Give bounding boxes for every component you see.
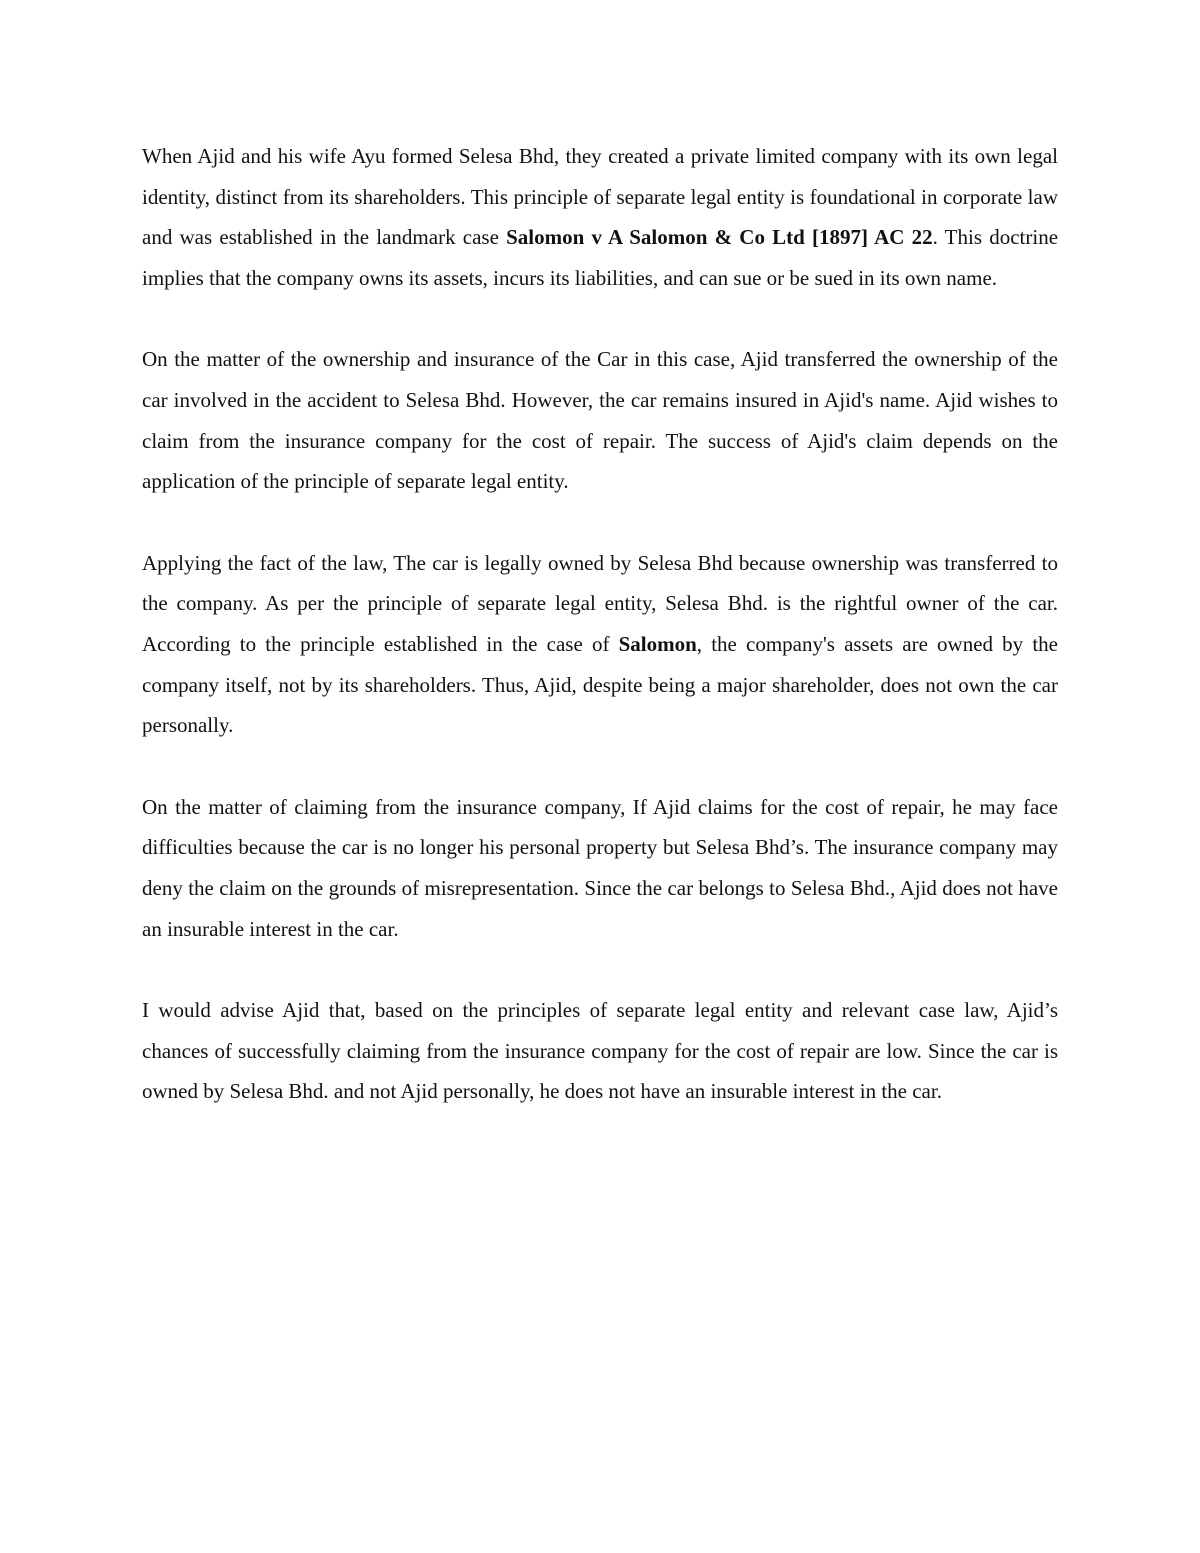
paragraph-text: . This doctrine implies that the company owns its assets, incurs its liabilities, and can sue or be sued in its own name. [142,225,1059,290]
case-citation-salomon: Salomon v A Salomon & Co Ltd [1897] AC 22 [506,225,933,250]
case-reference-salomon: Salomon [618,631,697,656]
paragraph-applying-law [142,543,1058,746]
paragraph-text: When Ajid and his wife Ayu formed Selesa Bhd, they created a private limited company with its own legal identity, distinct from its shareholders. This principle of separate legal entity is foundational in corporate law and was established in the landmark case [142,144,1058,250]
document-body [142,136,1058,1112]
paragraph-advice [142,990,1058,1112]
paragraph-text: On the matter of the ownership and insurance of the Car in this case, Ajid transferred the ownership of the car involved in the accident to Selesa Bhd. However, the car remains insured in Ajid's name. Ajid wishes to claim from the insurance company for the cost of repair. The success of Ajid's claim depends on the application of the principle of separate legal entity. [142,347,1058,494]
paragraph-text: Applying the fact of the law, The car is legally owned by Selesa Bhd because ownership was transferred to the company. As per the principle of separate legal entity, Selesa Bhd. is the rightful owner of the car. According to the principle established in the case of [142,550,1058,656]
paragraph-text: On the matter of claiming from the insurance company, If Ajid claims for the cost of repair, he may face difficulties because the car is no longer his personal property but Selesa Bhd’s. The insurance company may deny the claim on the grounds of misrepresentation. Since the car belongs to Selesa Bhd., Ajid does not have an insurable interest in the car. [142,794,1058,941]
paragraph-text: I would advise Ajid that, based on the principles of separate legal entity and relevant case law, Ajid’s chances of successfully claiming from the insurance company for the cost of repair are low. Since the car is owned by Selesa Bhd. and not Ajid personally, he does not have an insurable interest in the car. [142,998,1058,1104]
paragraph-ownership-insurance [142,339,1058,501]
paragraph-text: , the company's assets are owned by the company itself, not by its shareholders. Thus, Ajid, despite being a major shareholder, does not own the car personally. [142,631,1058,738]
paragraph-insurance-claim [142,787,1058,949]
paragraph-company-formation [142,136,1058,298]
